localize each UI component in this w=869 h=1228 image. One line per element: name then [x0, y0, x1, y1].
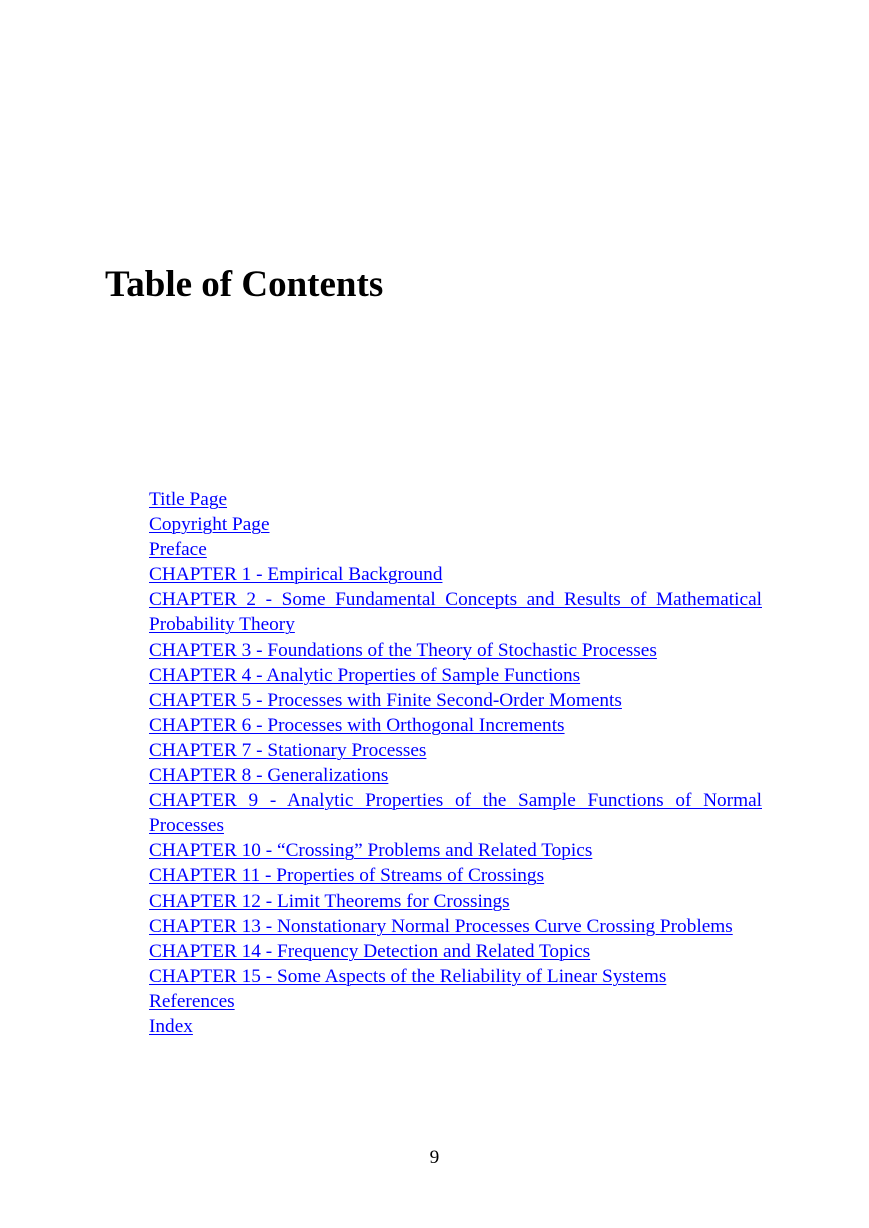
- toc-link-chapter-14[interactable]: CHAPTER 14 - Frequency Detection and Related Topics: [149, 940, 591, 962]
- toc-item: [149, 738, 762, 763]
- toc-item: [149, 487, 762, 512]
- toc-link-chapter-12[interactable]: CHAPTER 12 - Limit Theorems for Crossings: [149, 890, 510, 912]
- toc-item: [149, 788, 762, 838]
- toc-link-copyright-page[interactable]: Copyright Page: [149, 514, 270, 536]
- toc-item: [149, 863, 762, 888]
- toc-link-chapter-15[interactable]: CHAPTER 15 - Some Aspects of the Reliability of Linear Systems: [149, 965, 667, 987]
- toc-link-chapter-10[interactable]: CHAPTER 10 - “Crossing” Problems and Related Topics: [149, 840, 593, 862]
- toc-item: [149, 587, 762, 637]
- toc-item: [149, 537, 762, 562]
- toc-item: [149, 688, 762, 713]
- table-of-contents: [149, 487, 762, 1039]
- toc-link-index[interactable]: Index: [149, 1015, 193, 1037]
- toc-link-chapter-3[interactable]: CHAPTER 3 - Foundations of the Theory of Stochastic Processes: [149, 639, 657, 661]
- toc-item: [149, 939, 762, 964]
- page-number: 9: [429, 1147, 440, 1168]
- toc-link-chapter-7[interactable]: CHAPTER 7 - Stationary Processes: [149, 739, 427, 761]
- toc-item: [149, 964, 762, 989]
- toc-link-chapter-6[interactable]: CHAPTER 6 - Processes with Orthogonal Increments: [149, 714, 565, 736]
- toc-item: [149, 763, 762, 788]
- toc-item: [149, 713, 762, 738]
- toc-link-chapter-4[interactable]: CHAPTER 4 - Analytic Properties of Sample Functions: [149, 664, 581, 686]
- toc-link-chapter-13[interactable]: CHAPTER 13 - Nonstationary Normal Processes Curve Crossing Problems: [149, 915, 733, 937]
- toc-item: [149, 562, 762, 587]
- toc-item: [149, 914, 762, 939]
- toc-link-chapter-8[interactable]: CHAPTER 8 - Generalizations: [149, 765, 389, 787]
- toc-link-preface[interactable]: Preface: [149, 539, 207, 561]
- toc-item: [149, 512, 762, 537]
- toc-link-chapter-9[interactable]: CHAPTER 9 - Analytic Properties of the Sample Functions of Normal Processes: [149, 790, 762, 837]
- toc-link-chapter-11[interactable]: CHAPTER 11 - Properties of Streams of Crossings: [149, 865, 545, 887]
- toc-item: [149, 838, 762, 863]
- toc-item: [149, 1014, 762, 1039]
- toc-link-chapter-2[interactable]: CHAPTER 2 - Some Fundamental Concepts and Results of Mathematical Probability Theory: [149, 589, 762, 636]
- toc-link-chapter-1[interactable]: CHAPTER 1 - Empirical Background: [149, 564, 443, 586]
- toc-item: [149, 889, 762, 914]
- toc-item: [149, 663, 762, 688]
- page-title: Table of Contents: [105, 264, 384, 305]
- toc-link-references[interactable]: References: [149, 990, 235, 1012]
- toc-link-title-page[interactable]: Title Page: [149, 489, 228, 510]
- toc-link-chapter-5[interactable]: CHAPTER 5 - Processes with Finite Second-Order Moments: [149, 689, 622, 711]
- toc-item: [149, 638, 762, 663]
- toc-item: [149, 989, 762, 1014]
